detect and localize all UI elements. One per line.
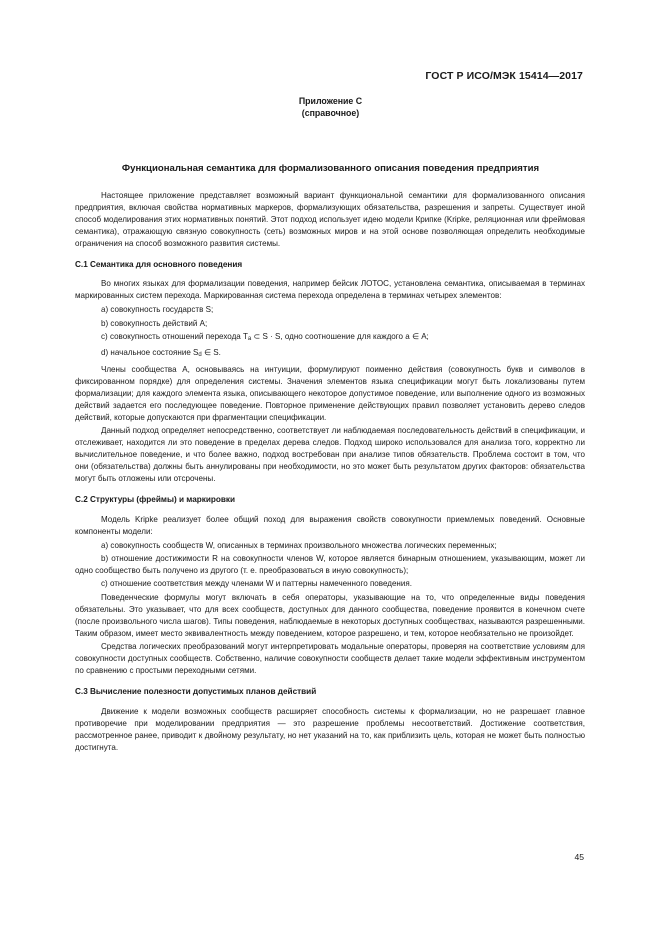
appendix-title: Приложение С bbox=[298, 96, 363, 106]
list-item-text: совокупность государств S; bbox=[110, 305, 214, 315]
list-marker: b) bbox=[101, 554, 109, 564]
c1-p2-text: Члены сообщества А, основываясь на интуиции, формулируют поименно действия (совокупность букв и символов в фиксированном порядке) для определения системы. Значения элементов языка спецификации могут быть локализованы путем формализации; для каждого элемента языка, описывающего некоторое допустимое поведение, или выполнение одного из возможных действий задается его последующее поведение. Повторное применение действующих правил позволяет установить дерево следов действий, которые допускаются при фрагментации спецификации. bbox=[75, 364, 585, 422]
list-marker: а) bbox=[101, 305, 109, 315]
c1-list-item-a bbox=[75, 304, 585, 316]
document-body bbox=[75, 190, 585, 756]
list-marker: d) bbox=[101, 348, 109, 358]
list-item-text: отношение соответствия между членами W и паттерны намеченного поведения. bbox=[109, 579, 412, 589]
list-item-text-cont: ∈ S. bbox=[201, 348, 221, 358]
list-marker: с) bbox=[101, 579, 108, 589]
list-item-text: отношение достижимости R на совокупности членов W, которое является бинарным отношением, указывающим, может ли одно сообщество быть получено из другого (т. е. преобразоваться в иную совокупность); bbox=[75, 554, 585, 575]
c1-p3-text: Данный подход определяет непосредственно, соответствует ли наблюдаемая последовательность действий в спецификации, и отслеживает, находится ли это поведение в пределах дерева следов. Подход широко использовался для анализа того, корректно ли вычислительное поведение, и что более важно, подход востребован при анализе типов обязательств. Проблема состоит в том, что они (обязательства) должны быть аннулированы при необходимости, но это может быть результатом других факторов: обязательства могут быть отложены или отсрочены. bbox=[75, 426, 585, 484]
list-marker: с) bbox=[101, 332, 108, 342]
list-marker: а) bbox=[101, 540, 109, 550]
c3-p1-text: Движение к модели возможных сообществ расширяет способность системы к формализации, но не разрешает главное противоречие при моделировании предприятия — это разрешение проблемы несоответствий. Достижение соответствия, рассмотренное ранее, приводит к двойному результату, но нет указаний на то, как приблизить цель, которая не может быть полностью достигнута. bbox=[75, 707, 585, 752]
c1-list-item-c bbox=[75, 331, 585, 346]
c1-paragraph-1 bbox=[75, 278, 585, 302]
subscript: d bbox=[198, 352, 202, 359]
list-item-text: совокупность действий А; bbox=[110, 318, 208, 328]
section-c1-heading bbox=[75, 259, 585, 271]
document-title: Функциональная семантика для формализованного описания поведения предприятия bbox=[121, 163, 540, 174]
c3-paragraph-1 bbox=[75, 706, 585, 754]
list-item-text: совокупность сообществ W, описанных в терминах произвольного множества логических переменных; bbox=[110, 540, 497, 550]
list-item-text-cont: ⊂ S · S, одно соотношение для каждого а ∈ А; bbox=[251, 332, 429, 342]
c2-paragraph-2 bbox=[75, 592, 585, 640]
section-c3-heading-text: С.3 Вычисление полезности допустимых планов действий bbox=[75, 687, 317, 697]
c2-p1-text: Модель Kripke реализует более общий поход для выражения свойств совокупности приемлемых поведений. Основные компоненты модели: bbox=[75, 514, 585, 536]
c2-list-item-a bbox=[75, 540, 585, 552]
section-c2-heading-text: С.2 Структуры (фреймы) и маркировки bbox=[75, 494, 236, 504]
list-item-text: совокупность отношений перехода Т bbox=[109, 332, 248, 342]
section-c3-heading bbox=[75, 686, 585, 698]
page-number: 45 bbox=[574, 852, 584, 862]
c1-list-item-d bbox=[75, 347, 585, 362]
c2-p3-text: Средства логических преобразований могут интерпретировать модальные операторы, проверяя на соответствие условиям для совокупности доступных сообществ. Собственно, наличие совокупности сообществ делает такие модели эффективным инструментом по сравнению с простыми переходными сетями. bbox=[75, 642, 585, 676]
section-c1-heading-text: С.1 Семантика для основного поведения bbox=[75, 259, 243, 269]
appendix-subtitle: (справочное) bbox=[301, 108, 360, 118]
c2-p2-text: Поведенческие формулы могут включать в себя операторы, указывающие на то, что определенные виды поведения обязательны. Это указывает, что для всех сообществ, доступных для данного сообщества, поведение проявится в конечном счете (после произвольного числа шагов). Типы поведения, наблюдаемые в некоторых доступных сообществах, называются разрешенными. Таким образом, имеет место эквивалентность между поведением, которое разрешено, и тем, которое необязательно не произойдет. bbox=[75, 592, 585, 638]
section-c2-heading bbox=[75, 494, 585, 506]
c2-paragraph-1 bbox=[75, 514, 585, 538]
c1-paragraph-3 bbox=[75, 425, 585, 485]
c1-paragraph-2 bbox=[75, 364, 585, 424]
c2-paragraph-3 bbox=[75, 641, 585, 677]
list-item-text: начальное состояние S bbox=[110, 348, 199, 358]
c1-list-item-b bbox=[75, 318, 585, 330]
list-marker: b) bbox=[101, 318, 109, 328]
c2-list-item-c bbox=[75, 578, 585, 590]
c1-p1-text: Во многих языках для формализации поведения, например бейсик ЛОТОС, установлена семантика, описываемая в терминах маркированных систем перехода. Маркированная система перехода определена в терминах четырех элементов: bbox=[75, 279, 585, 301]
c2-list-item-b bbox=[75, 553, 585, 577]
standard-header: ГОСТ Р ИСО/МЭК 15414—2017 bbox=[425, 70, 583, 82]
intro-text: Настоящее приложение представляет возможный вариант функциональной семантики для формализованного описания предприятия, включая свойства нормативных маркеров, формализующих обязательства, разрешения и запреты. Существует иной способ моделирования этих нормативных понятий. Этот подход использует идею модели Крипке (Kripke, реляционная или фреймовая семантика), отражающую связную совокупность (сеть) возможных миров и на этой основе позволяющая определить необходимые ограничения на способ возможного развития системы. bbox=[75, 191, 585, 248]
subscript: а bbox=[247, 336, 252, 343]
intro-paragraph bbox=[75, 190, 585, 250]
